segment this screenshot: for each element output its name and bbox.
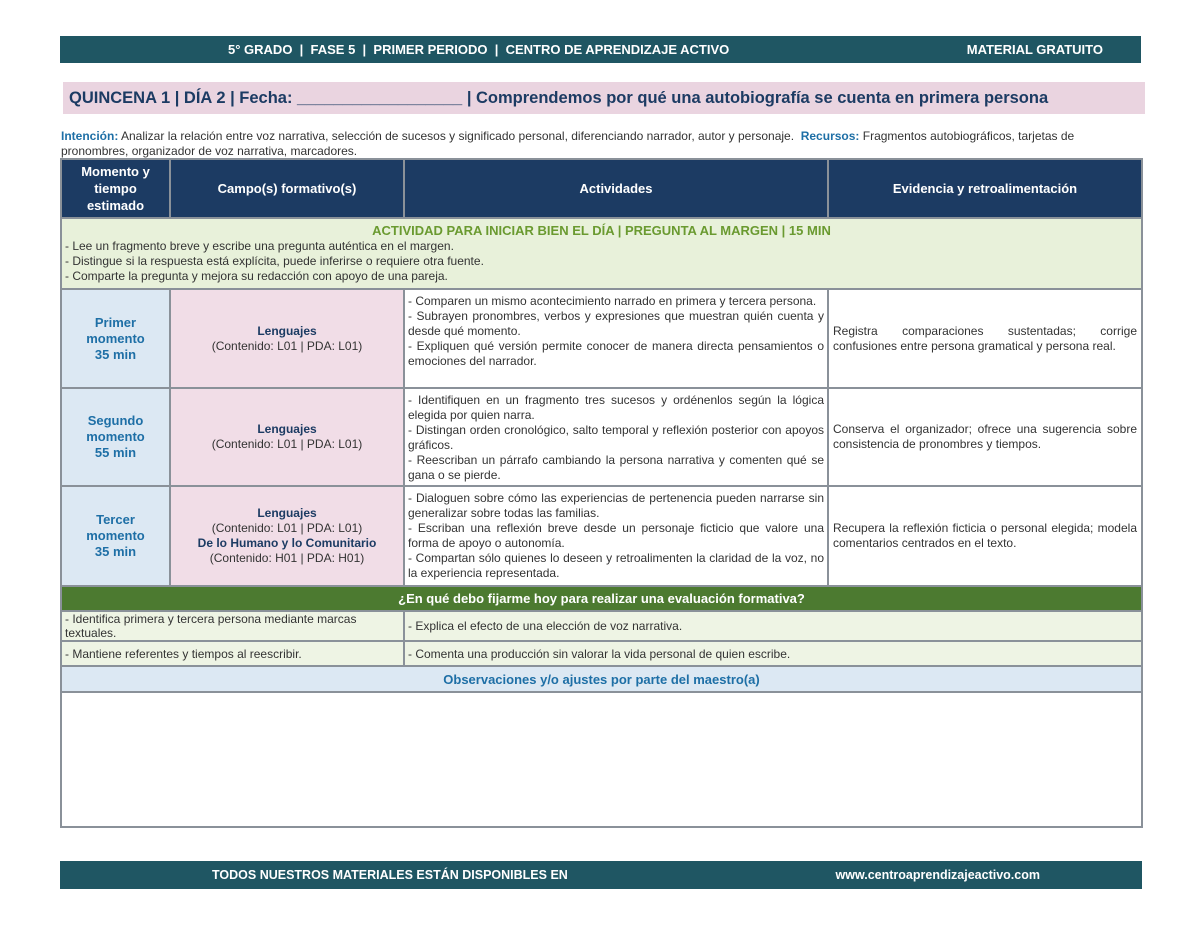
start-activity [61,218,1142,289]
evaluation-title: ¿En qué debo fijarme hoy para realizar una evaluación formativa? [61,586,1142,611]
start-activity-line: - Distingue si la respuesta está explícita, puede inferirse o requiere otra fuente. [65,254,484,268]
start-activity-title: ACTIVIDAD PARA INICIAR BIEN EL DÍA | PREGUNTA AL MARGEN | 15 MIN [372,223,831,238]
evaluation-item: - Comenta una producción sin valorar la vida personal de quien escribe. [404,641,1142,666]
moment-time: 35 min [94,544,137,559]
header-evidencia: Evidencia y retroalimentación [828,159,1142,218]
start-activity-line: - Lee un fragmento breve y escribe una pregunta auténtica en el margen. [65,239,454,253]
campo-formativo [170,289,404,388]
intencion-label: Intención: [61,129,119,143]
activities-cell [404,486,828,586]
moment-row [61,486,1142,586]
evaluation-item: - Mantiene referentes y tiempos al reescribir. [61,641,404,666]
moment-name: momento [86,429,145,444]
activity-item: - Dialoguen sobre cómo las experiencias de pertenencia pueden narrarse sin generalizar sobre todas las familias. [408,491,824,520]
campo-name: De lo Humano y lo Comunitario [197,536,377,550]
lesson-table [60,158,1143,828]
evidence-cell: Recupera la reflexión ficticia o personal elegida; modela comentarios centrados en el texto. [828,486,1142,586]
activity-item: - Reescriban un párrafo cambiando la persona narrativa y comenten qué se gana o se pierde. [408,453,824,482]
moment-row [61,289,1142,388]
moment-row [61,388,1142,486]
header-bar [60,36,1141,63]
activity-item: - Identifiquen en un fragmento tres sucesos y ordénenlos según la lógica elegida por quien narra. [408,393,824,422]
activity-item: - Escriban una reflexión breve desde un personaje ficticio que valore una forma de apoyo o autonomía. [408,521,824,550]
activity-item: - Compartan sólo quienes lo deseen y retroalimenten la claridad de la voz, no la experiencia representada. [408,551,824,580]
moment-label [61,486,170,586]
header-actividades: Actividades [404,159,828,218]
evidence-cell: Registra comparaciones sustentadas; corrige confusiones entre persona gramatical y persona real. [828,289,1142,388]
campo-name: Lenguajes [257,506,317,520]
moment-time: 35 min [94,346,137,362]
campo-formativo [170,486,404,586]
evaluation-item: - Explica el efecto de una elección de voz narrativa. [404,611,1142,641]
moment-name: Primer [94,314,137,330]
moment-name: momento [86,330,145,346]
activity-item: - Subrayen pronombres, verbos y expresiones que muestran quién cuenta y desde qué momento. [408,309,824,338]
campo-contenido: (Contenido: L01 | PDA: L01) [211,437,363,451]
observations-area[interactable] [61,692,1142,827]
activity-item: - Comparen un mismo acontecimiento narrado en primera y tercera persona. [408,294,817,308]
intencion-text: Analizar la relación entre voz narrativa, selección de sucesos y significado personal, diferenciando narrador, autor y personaje. [118,129,795,143]
moment-label [61,388,170,486]
moment-name: momento [86,528,145,543]
activity-item: - Expliquen qué versión permite conocer de manera directa pensamientos o emociones del narrador. [408,339,824,368]
header-free-material: MATERIAL GRATUITO [966,42,1103,57]
footer-website-link[interactable]: www.centroaprendizajeactivo.com [835,868,1040,882]
header-momento: Momento y tiempo estimado [61,159,170,218]
campo-contenido: (Contenido: H01 | PDA: H01) [209,551,365,565]
campo-formativo [170,388,404,486]
page-title: QUINCENA 1 | DÍA 2 | Fecha: __________________ | Comprendemos por qué una autobiografía se cuenta en primera persona [63,82,1145,114]
moment-name: Tercer [96,512,135,527]
campo-contenido: (Contenido: L01 | PDA: L01) [211,338,363,353]
campo-name: Lenguajes [257,422,317,436]
recursos-label: Recursos: [800,129,860,143]
recursos-text: Fragmentos autobiográficos, tarjetas de pronombres, organizador de voz narrativa, marcadores. [61,129,1075,158]
observations-title: Observaciones y/o ajustes por parte del maestro(a) [61,666,1142,692]
moment-time: 55 min [94,445,137,460]
campo-contenido: (Contenido: L01 | PDA: L01) [211,521,363,535]
evaluation-item: - Identifica primera y tercera persona mediante marcas textuales. [61,611,404,641]
activities-cell [404,289,828,388]
header-campo: Campo(s) formativo(s) [170,159,404,218]
evidence-cell: Conserva el organizador; ofrece una sugerencia sobre consistencia de pronombres y tiempos. [828,388,1142,486]
header-grade-info: 5° GRADO | FASE 5 | PRIMER PERIODO | CENTRO DE APRENDIZAJE ACTIVO [228,42,730,57]
moment-name: Segundo [87,413,144,428]
footer-bar [60,861,1142,889]
activity-item: - Distingan orden cronológico, salto temporal y reflexión posterior con apoyos gráficos. [408,423,824,452]
campo-name: Lenguajes [257,323,317,338]
start-activity-line: - Comparte la pregunta y mejora su redacción con apoyo de una pareja. [65,269,448,283]
footer-text: TODOS NUESTROS MATERIALES ESTÁN DISPONIBLES EN [212,868,568,882]
intent-paragraph [61,129,1141,158]
activities-cell [404,388,828,486]
moment-label [61,289,170,388]
